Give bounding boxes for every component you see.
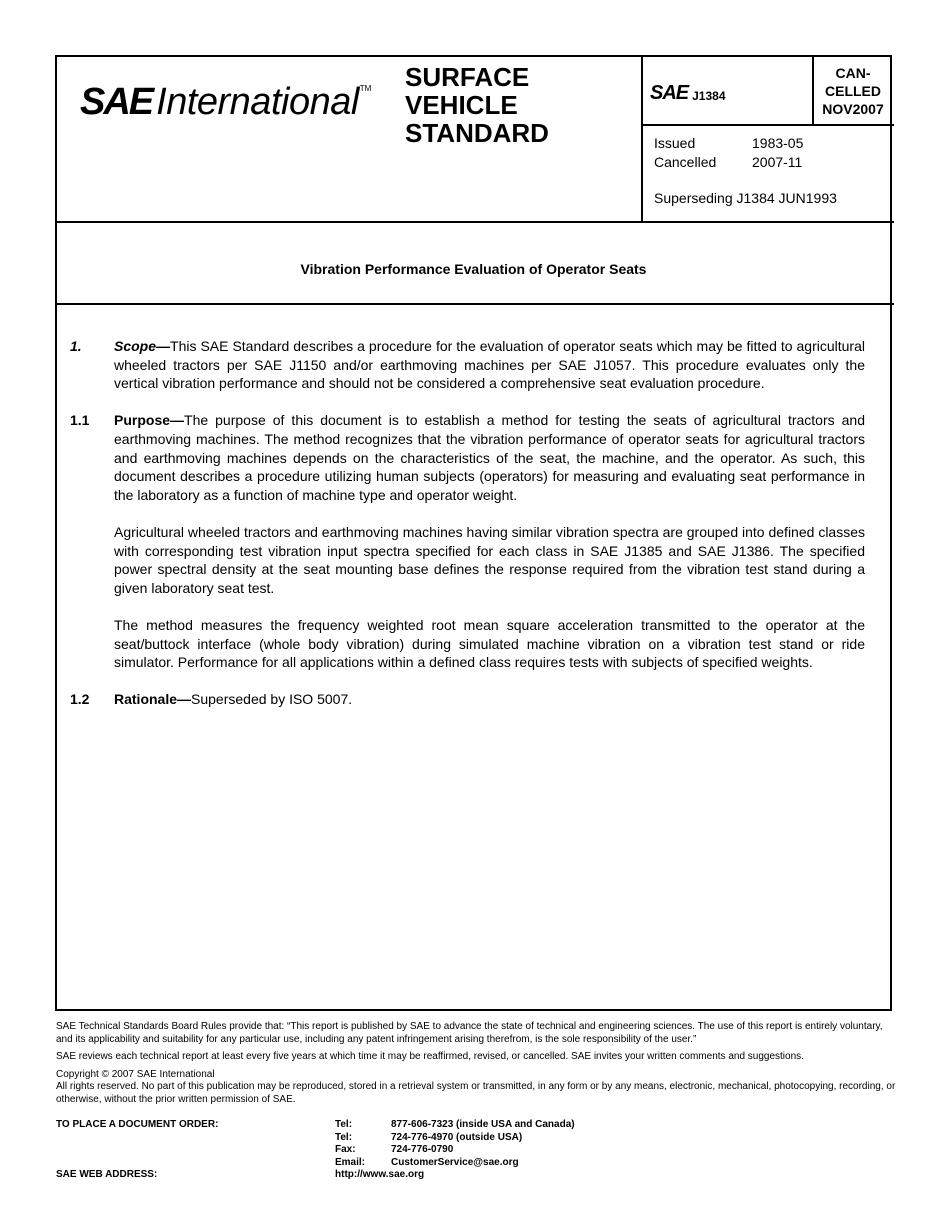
superseding-note: Superseding J1384 JUN1993 (654, 190, 837, 206)
contact-value: 724-776-0790 (391, 1144, 454, 1155)
logo-sae-text: SAE (80, 81, 153, 123)
purpose-paragraph-2: Agricultural wheeled tractors and earthmoving machines having similar vibration spectra are grouped into defined classes with corresponding test vibration input spectra specified for each class in SAE J1385 and SAE J1386. The specified power spectral density at the seat mounting base defines the response required from the vibration test stand during a given laboratory seat test. (114, 523, 865, 596)
contact-row (335, 1132, 575, 1145)
section-rationale (70, 690, 865, 709)
section-heading: Purpose— (114, 412, 185, 429)
section-number: 1. (70, 338, 82, 354)
contact-label: Tel: (335, 1119, 353, 1130)
docnum-divider (641, 124, 894, 126)
contact-list (335, 1119, 575, 1182)
order-label: TO PLACE A DOCUMENT ORDER: (56, 1119, 219, 1130)
footer (56, 1021, 896, 1106)
standard-type (405, 63, 549, 147)
doc-sae-logo: SAE (650, 82, 689, 104)
issue-dates (654, 134, 803, 172)
section-number: 1.2 (70, 691, 90, 708)
issued-value: 1983-05 (752, 135, 804, 151)
contact-label: Fax: (335, 1144, 356, 1155)
document-body (70, 337, 865, 727)
footer-copyright: Copyright © 2007 SAE International (56, 1068, 215, 1080)
section-body: This SAE Standard describes a procedure for the evaluation of operator seats which may be fitted to agricultural wheeled tractors per SAE J1150 and/or earthmoving machines per SAE J1057. This procedure evaluates only the vertical vibration performance and should not be considered a comprehensive seat evaluation procedure. (114, 338, 865, 392)
section-body: The purpose of this document is to establish a method for testing the seats of agricultural tractors and earthmoving machines. The method recognizes that the vibration performance of operator seats for agricultural tractors and earthmoving machines depends on the characteristics of the seat, the machine, and the operator. As such, this document describes a procedure utilizing human subjects (operators) for measuring and evaluating seat performance in the laboratory as a function of machine type and operator weight. (114, 412, 865, 503)
issued-label: Issued (654, 135, 696, 151)
section-scope (70, 337, 865, 393)
title-divider (55, 303, 894, 305)
standard-type-line: VEHICLE (405, 90, 518, 120)
logo-international-text: International (156, 81, 359, 123)
status-line: CAN- (835, 65, 871, 81)
status-badge (814, 64, 892, 118)
web-label: SAE WEB ADDRESS: (56, 1169, 158, 1180)
cancelled-value: 2007-11 (752, 154, 803, 170)
status-line: NOV2007 (822, 101, 884, 117)
section-body: Superseded by ISO 5007. (191, 691, 353, 708)
section-heading: Scope— (114, 338, 171, 354)
logo-trademark: TM (359, 84, 372, 93)
cancelled-label: Cancelled (654, 154, 717, 170)
doc-number-value: J1384 (692, 88, 726, 103)
footer-rights: All rights reserved. No part of this publication may be reproduced, stored in a retrieval system or transmitted, in any form or by any means, electronic, mechanical, photocopying, recording, or otherwise, without the prior written permission of SAE. (56, 1081, 896, 1105)
document-number (650, 82, 726, 105)
header-divider (55, 221, 894, 223)
section-text (114, 337, 865, 393)
standard-type-line: SURFACE (405, 62, 530, 92)
section-number: 1.1 (70, 412, 90, 429)
section-text (114, 411, 865, 504)
cancelled-row (654, 153, 803, 172)
section-heading: Rationale— (114, 691, 192, 708)
web-address-link[interactable]: http://www.sae.org (335, 1169, 425, 1180)
section-text (114, 690, 865, 709)
document-title: Vibration Performance Evaluation of Operator Seats (300, 261, 647, 277)
contact-value: 724-776-4970 (outside USA) (391, 1131, 523, 1143)
purpose-paragraph-3: The method measures the frequency weighted root mean square acceleration transmitted to the operator at the seat/buttock interface (whole body vibration) during simulated machine vibration on a vibration test stand or ride simulator. Performance for all applications within a defined class requires tests with subjects of specified weights. (114, 616, 865, 671)
standard-type-line: STANDARD (405, 118, 549, 148)
status-line: CELLED (825, 83, 881, 99)
section-purpose (70, 411, 865, 504)
contact-value: 877-606-7323 (inside USA and Canada) (391, 1119, 575, 1130)
issued-row (654, 134, 803, 153)
footer-review: SAE reviews each technical report at least every five years at which time it may be reaffirmed, revised, or cancelled. SAE invites your written comments and suggestions. (56, 1051, 804, 1062)
contact-label: Email: (335, 1156, 366, 1168)
contact-row (335, 1119, 575, 1132)
footer-rules: SAE Technical Standards Board Rules provide that: “This report is published by SAE to advance the state of technical and engineering sciences. The use of this report is entirely voluntary, and its applicability and suitability for any particular use, including any patent infringement arising therefrom, is the sole responsibility of the user.” (56, 1021, 883, 1045)
sae-international-logo (80, 78, 371, 126)
contact-row (335, 1157, 575, 1170)
contact-row (335, 1144, 575, 1157)
header-column-divider (641, 55, 643, 223)
contact-label: Tel: (335, 1131, 353, 1143)
email-link[interactable]: CustomerService@sae.org (391, 1156, 519, 1168)
